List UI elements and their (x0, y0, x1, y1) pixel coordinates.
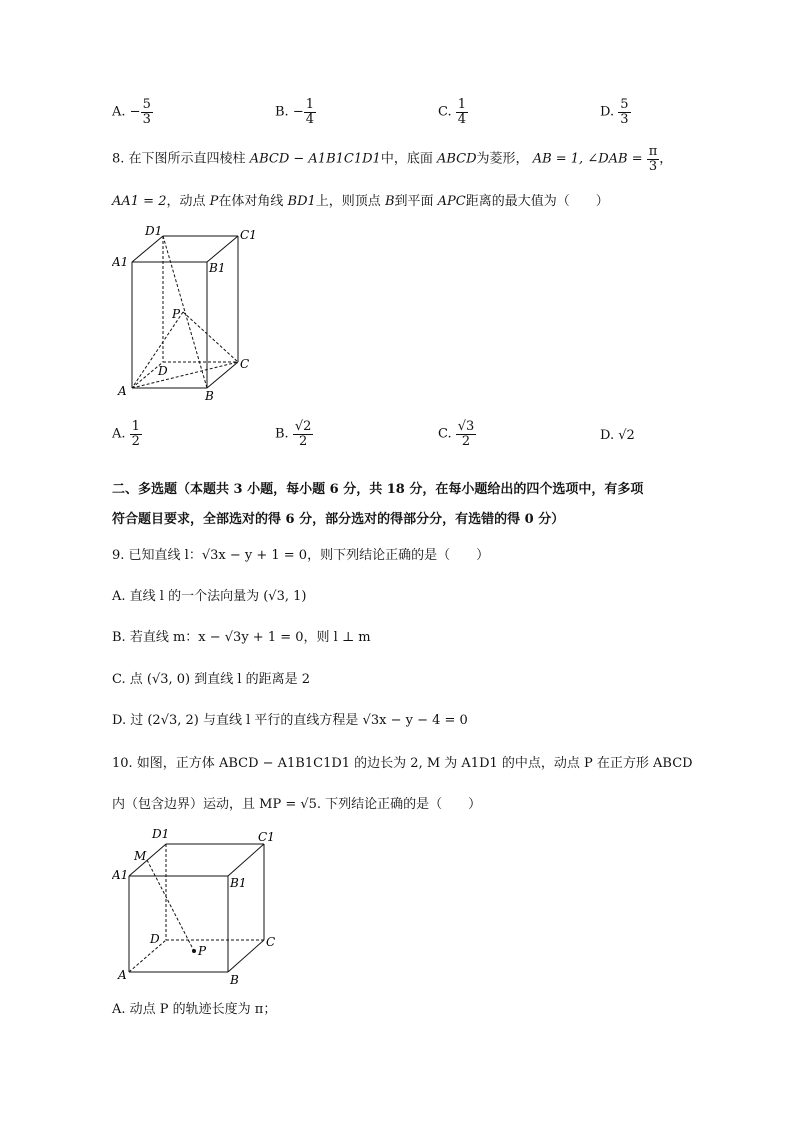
denominator: 4 (457, 111, 467, 127)
fraction (647, 145, 660, 173)
label-p: P (198, 944, 207, 958)
numerator: 1 (305, 97, 315, 112)
section2-line1: 二、多选题（本题共 3 小题，每小题 6 分，共 18 分，在每小题给出的四个选项中，有多项 (112, 482, 644, 497)
option-value: √2 (618, 428, 635, 443)
numerator: √2 (294, 419, 312, 434)
edge-c1b1 (207, 236, 238, 262)
q9-option-b: B. 若直线 m：x − √3y + 1 = 0，则 l ⊥ m (112, 630, 371, 645)
option-label: B. (275, 104, 289, 120)
label-c: C (266, 935, 276, 949)
numerator: √3 (457, 419, 475, 434)
numerator: π (648, 144, 658, 159)
option-label: D. (600, 104, 615, 120)
q10-stem-line1: 10. 如图，正方体 ABCD − A1B1C1D1 的边长为 2, M 为 A1D1 的中点，动点 P 在正方形 ABCD (112, 756, 693, 771)
edge-c1b1 (228, 844, 264, 876)
q8-point: B (384, 194, 395, 209)
option-label: A. (112, 104, 126, 120)
q8-condition: AB = 1, ∠DAB = (532, 151, 643, 167)
fraction (293, 420, 314, 448)
q8-stem-line1: 8. 在下图所示直四棱柱 ABCD − A1B1C1D1中，底面 ABCD为菱形， AB = 1, ∠DAB = $\frac{\pi}{3}$ ， (112, 144, 673, 174)
q9-option-a: A. 直线 l 的一个法向量为 (√3, 1) (112, 589, 307, 604)
label-c1: C1 (240, 228, 257, 242)
label-b: B (205, 389, 214, 403)
q8-text: 在体对角线 (218, 194, 284, 209)
label-d1: D1 (145, 224, 163, 238)
edge-bc (228, 940, 264, 972)
denominator: 2 (298, 433, 308, 449)
label-a: A (118, 384, 127, 398)
label-a1: A1 (112, 868, 129, 882)
denominator: 3 (620, 111, 629, 127)
q9-option-c: C. 点 (√3, 0) 到直线 l 的距离是 2 (112, 672, 311, 687)
q8-text: 在下图所示直四棱柱 (128, 151, 246, 167)
q7-option-a (112, 98, 153, 126)
option-label: C. (438, 104, 452, 120)
diagonal-bd1 (163, 236, 207, 388)
label-m: M (134, 849, 147, 863)
label-a1: A1 (112, 255, 129, 269)
q8-prism: ABCD − A1B1C1D1 (249, 151, 381, 167)
label-p: P (172, 307, 181, 321)
label-d: D (150, 932, 160, 946)
fraction (130, 420, 142, 448)
option-sign: − (292, 104, 304, 120)
section2-line2: 符合题目要求，全部选对的得 6 分，部分选对的得部分分，有选错的得 0 分） (112, 512, 565, 527)
q10-stem-line2: 内（包含边界）运动，且 MP = √5. 下列结论正确的是（ ） (112, 797, 482, 812)
q8-diagonal: BD1 (287, 194, 316, 209)
q8-point: P (209, 194, 219, 209)
q10-cube-figure (112, 824, 292, 989)
denominator: 3 (142, 111, 151, 127)
edge-ad (129, 940, 166, 972)
label-d1: D1 (152, 827, 170, 841)
fraction (456, 98, 468, 126)
denominator: 4 (305, 111, 315, 127)
q8-option-b (275, 420, 313, 448)
q8-text: 中，底面 (380, 151, 433, 167)
q7-option-b (275, 98, 316, 126)
q8-stem-line2 (112, 190, 609, 209)
q8-plane: APC (437, 194, 466, 209)
fraction (456, 420, 477, 448)
denominator: 2 (131, 433, 140, 449)
q9-stem: 9. 已知直线 l：√3x − y + 1 = 0，则下列结论正确的是（ ） (112, 548, 490, 563)
numerator: 5 (620, 97, 629, 112)
edge-d1a1 (132, 236, 163, 262)
option-label: A. (112, 426, 126, 442)
q8-text: ，动点 (166, 194, 206, 209)
label-c: C (240, 357, 250, 371)
q9-option-d: D. 过 (2√3, 2) 与直线 l 平行的直线方程是 √3x − y − 4 = 0 (112, 713, 468, 728)
label-a: A (118, 968, 127, 982)
denominator: 3 (648, 158, 658, 174)
denominator: 2 (461, 433, 471, 449)
label-d: D (158, 364, 168, 378)
q8-option-a (112, 420, 142, 448)
label-c1: C1 (258, 830, 275, 844)
option-label: C. (438, 426, 452, 442)
q10-option-a: A. 动点 P 的轨迹长度为 π； (112, 1002, 277, 1017)
q8-base: ABCD (436, 151, 477, 167)
q7-option-d (600, 98, 631, 126)
option-sign: − (129, 104, 141, 120)
numerator: 1 (457, 97, 467, 112)
q8-text: 距离的最大值为（ ） (465, 194, 609, 209)
numerator: 5 (142, 97, 151, 112)
option-label: B. (275, 426, 289, 442)
point-p (192, 949, 196, 953)
label-b1: B1 (230, 876, 247, 890)
label-b: B (230, 973, 239, 987)
option-label: D. (600, 428, 615, 443)
numerator: 1 (131, 419, 140, 434)
segment-pc (183, 312, 238, 362)
q8-text: 上，则顶点 (315, 194, 381, 209)
q8-option-c (438, 420, 476, 448)
q7-option-c (438, 98, 468, 126)
q8-option-d (600, 428, 635, 443)
edge-bc (207, 362, 238, 388)
q8-prism-figure (112, 222, 272, 404)
fraction (618, 98, 630, 126)
fraction (141, 98, 153, 126)
q8-text: 为菱形， (476, 151, 529, 167)
fraction (304, 98, 316, 126)
question-number: 8. (112, 151, 125, 167)
label-b1: B1 (209, 261, 226, 275)
q8-text: 到平面 (394, 194, 434, 209)
q8-condition: AA1 = 2 (112, 194, 167, 209)
